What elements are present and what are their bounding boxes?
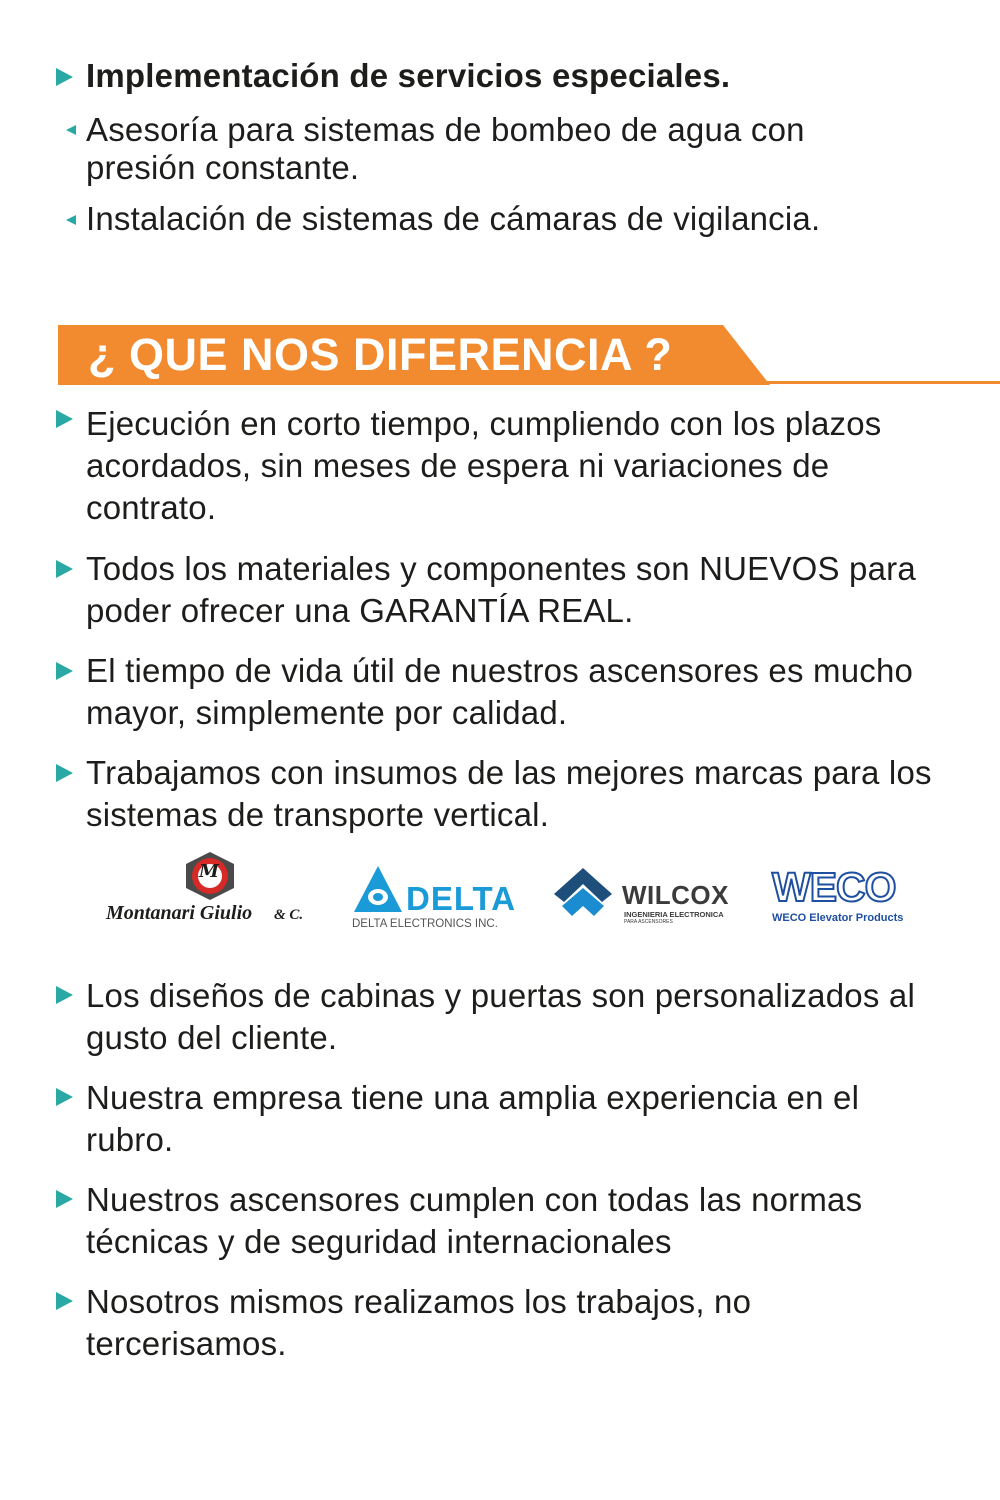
montanari-suffix: & C. xyxy=(274,907,304,923)
delta-triangle-icon xyxy=(352,864,404,914)
bullet-triangle-icon xyxy=(56,662,73,680)
bullet-triangle-icon xyxy=(56,1292,73,1310)
delta-subtitle: DELTA ELECTRONICS INC. xyxy=(352,918,498,930)
differentiator-item: Todos los materiales y componentes son NUEVOS para poder ofrecer una GARANTÍA REAL. xyxy=(86,550,916,629)
services-item: Asesoría para sistemas de bombeo de agua con presión constante. xyxy=(86,111,805,186)
montanari-logo xyxy=(100,850,320,936)
section-title: ¿ QUE NOS DIFERENCIA ? xyxy=(88,329,673,380)
weco-subtitle: WECO Elevator Products xyxy=(772,912,904,924)
weco-wordmark: WECO xyxy=(772,864,896,910)
delta-logo xyxy=(350,862,520,936)
wilcox-chevron-icon xyxy=(552,866,614,922)
differentiator-item: Ejecución en corto tiempo, cumpliendo con los plazos acordados, sin meses de espera ni variaciones de contrato. xyxy=(86,405,882,526)
bullet-triangle-icon xyxy=(56,1088,73,1106)
bullet-triangle-icon xyxy=(56,68,73,86)
services-item: Instalación de sistemas de cámaras de vigilancia. xyxy=(86,200,821,237)
differentiator-item: Nosotros mismos realizamos los trabajos, no tercerisamos. xyxy=(86,1283,752,1362)
delta-wordmark: DELTA xyxy=(406,880,517,917)
wilcox-wordmark: WILCOX xyxy=(622,880,729,910)
bullet-triangle-icon xyxy=(56,764,73,782)
differentiator-item: Trabajamos con insumos de las mejores marcas para los sistemas de transporte vertical. xyxy=(86,754,932,833)
differentiator-item: Nuestros ascensores cumplen con todas las normas técnicas y de seguridad internacionales xyxy=(86,1181,863,1260)
bullet-triangle-icon xyxy=(56,1190,73,1208)
differentiator-item: Nuestra empresa tiene una amplia experiencia en el rubro. xyxy=(86,1079,860,1158)
differentiator-item: El tiempo de vida útil de nuestros ascensores es mucho mayor, simplemente por calidad. xyxy=(86,652,914,731)
wilcox-logo xyxy=(552,866,742,926)
services-heading: Implementación de servicios especiales. xyxy=(86,57,731,94)
wilcox-subtitle: INGENIERIA ELECTRONICA xyxy=(624,910,724,919)
bullet-triangle-icon xyxy=(56,986,73,1004)
bullet-triangle-icon xyxy=(56,410,73,428)
wilcox-subtitle-2: PARA ASCENSORES xyxy=(624,919,673,925)
weco-logo xyxy=(770,866,915,926)
differentiator-item: Los diseños de cabinas y puertas son personalizados al gusto del cliente. xyxy=(86,977,915,1056)
montanari-mark: M xyxy=(199,861,219,882)
sub-bullet-icon xyxy=(66,215,76,225)
sub-bullet-icon xyxy=(66,125,76,135)
bullet-triangle-icon xyxy=(56,560,73,578)
montanari-name: Montanari Giulio xyxy=(106,902,253,924)
banner-divider-line xyxy=(712,381,1000,384)
